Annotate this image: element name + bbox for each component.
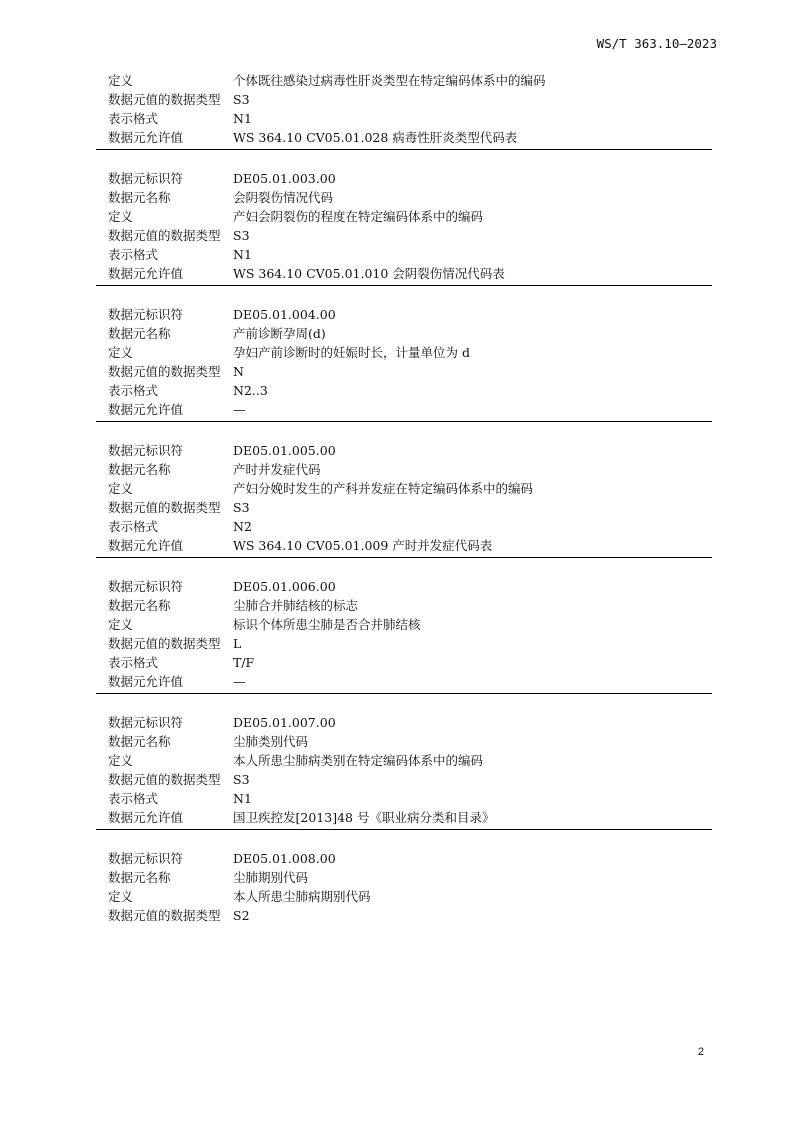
datatype-label: 数据元值的数据类型: [108, 363, 221, 379]
allowed-label: 数据元允许值: [108, 266, 184, 281]
format-label: 表示格式: [108, 655, 159, 670]
identifier-label: 数据元标识符: [108, 443, 184, 458]
data-element-block: [96, 305, 712, 422]
data-element-block: [96, 169, 712, 286]
name-row: [96, 460, 712, 479]
identifier-row: [96, 441, 712, 460]
format-value: N2..3: [233, 383, 268, 398]
name-value: 产时并发症代码: [233, 462, 321, 477]
datatype-label: 数据元值的数据类型: [108, 91, 221, 107]
datatype-value: S2: [233, 908, 250, 923]
definition-row: [96, 343, 712, 362]
name-label: 数据元名称: [108, 734, 171, 749]
data-element-block: [96, 71, 712, 150]
allowed-row: [96, 400, 712, 419]
name-value: 产前诊断孕周(d): [233, 326, 326, 341]
data-element-block: [96, 441, 712, 558]
format-value: T/F: [233, 655, 255, 670]
format-label: 表示格式: [108, 247, 159, 262]
format-label: 表示格式: [108, 383, 159, 398]
name-value: 会阴裂伤情况代码: [233, 190, 334, 205]
identifier-row: [96, 577, 712, 596]
datatype-row: [96, 906, 712, 925]
allowed-label: 数据元允许值: [108, 538, 184, 553]
definition-value: 本人所患尘肺病类别在特定编码体系中的编码: [233, 753, 484, 768]
standard-code: WS/T 363.10—2023: [596, 36, 717, 51]
name-row: [96, 596, 712, 615]
datatype-value: S3: [233, 772, 250, 787]
identifier-value: DE05.01.008.00: [233, 851, 336, 866]
identifier-label: 数据元标识符: [108, 579, 184, 594]
datatype-label: 数据元值的数据类型: [108, 907, 221, 923]
datatype-label: 数据元值的数据类型: [108, 635, 221, 651]
identifier-value: DE05.01.006.00: [233, 579, 336, 594]
identifier-row: [96, 713, 712, 732]
allowed-label: 数据元允许值: [108, 810, 184, 825]
name-row: [96, 732, 712, 751]
allowed-row: [96, 128, 712, 147]
name-value: 尘肺类别代码: [233, 734, 309, 749]
datatype-value: N: [233, 364, 244, 379]
identifier-value: DE05.01.005.00: [233, 443, 336, 458]
identifier-value: DE05.01.004.00: [233, 307, 336, 322]
format-label: 表示格式: [108, 791, 159, 806]
datatype-value: L: [233, 636, 242, 651]
datatype-row: [96, 226, 712, 245]
definition-row: [96, 71, 712, 90]
datatype-row: [96, 634, 712, 653]
data-element-list: [96, 71, 712, 925]
format-row: [96, 109, 712, 128]
format-value: N1: [233, 247, 252, 262]
format-row: [96, 381, 712, 400]
data-element-block: [96, 713, 712, 830]
datatype-value: S3: [233, 228, 250, 243]
definition-value: 孕妇产前诊断时的妊娠时长，计量单位为 d: [233, 345, 470, 360]
format-row: [96, 789, 712, 808]
datatype-value: S3: [233, 500, 250, 515]
datatype-value: S3: [233, 92, 250, 107]
definition-label: 定义: [108, 889, 134, 904]
definition-label: 定义: [108, 209, 134, 224]
allowed-value: WS 364.10 CV05.01.028 病毒性肝炎类型代码表: [233, 130, 518, 145]
name-value: 尘肺合并肺结核的标志: [233, 598, 359, 613]
identifier-label: 数据元标识符: [108, 307, 184, 322]
allowed-value: WS 364.10 CV05.01.009 产时并发症代码表: [233, 538, 493, 553]
allowed-label: 数据元允许值: [108, 130, 184, 145]
allowed-label: 数据元允许值: [108, 674, 184, 689]
allowed-row: [96, 536, 712, 555]
name-label: 数据元名称: [108, 598, 171, 613]
definition-value: 本人所患尘肺病期别代码: [233, 889, 371, 904]
allowed-value: —: [233, 402, 246, 417]
datatype-label: 数据元值的数据类型: [108, 499, 221, 515]
name-label: 数据元名称: [108, 462, 171, 477]
identifier-row: [96, 849, 712, 868]
allowed-row: [96, 672, 712, 691]
data-element-block: [96, 577, 712, 694]
format-row: [96, 245, 712, 264]
identifier-value: DE05.01.007.00: [233, 715, 336, 730]
allowed-value: —: [233, 674, 246, 689]
identifier-label: 数据元标识符: [108, 171, 184, 186]
definition-row: [96, 887, 712, 906]
name-value: 尘肺期别代码: [233, 870, 309, 885]
datatype-row: [96, 498, 712, 517]
datatype-label: 数据元值的数据类型: [108, 227, 221, 243]
definition-value: 个体既往感染过病毒性肝炎类型在特定编码体系中的编码: [233, 73, 546, 88]
allowed-row: [96, 264, 712, 283]
definition-label: 定义: [108, 481, 134, 496]
page-number: 2: [697, 1046, 704, 1058]
format-label: 表示格式: [108, 519, 159, 534]
datatype-row: [96, 90, 712, 109]
definition-value: 产妇会阴裂伤的程度在特定编码体系中的编码: [233, 209, 484, 224]
datatype-row: [96, 362, 712, 381]
definition-row: [96, 751, 712, 770]
name-label: 数据元名称: [108, 870, 171, 885]
definition-row: [96, 615, 712, 634]
name-row: [96, 188, 712, 207]
datatype-label: 数据元值的数据类型: [108, 771, 221, 787]
definition-label: 定义: [108, 345, 134, 360]
definition-label: 定义: [108, 753, 134, 768]
format-row: [96, 653, 712, 672]
identifier-row: [96, 305, 712, 324]
identifier-label: 数据元标识符: [108, 851, 184, 866]
format-value: N1: [233, 111, 252, 126]
allowed-value: WS 364.10 CV05.01.010 会阴裂伤情况代码表: [233, 266, 505, 281]
format-row: [96, 517, 712, 536]
definition-row: [96, 479, 712, 498]
allowed-label: 数据元允许值: [108, 402, 184, 417]
name-row: [96, 324, 712, 343]
definition-value: 标识个体所患尘肺是否合并肺结核: [233, 617, 421, 632]
datatype-row: [96, 770, 712, 789]
format-value: N2: [233, 519, 252, 534]
definition-value: 产妇分娩时发生的产科并发症在特定编码体系中的编码: [233, 481, 534, 496]
identifier-value: DE05.01.003.00: [233, 171, 336, 186]
identifier-row: [96, 169, 712, 188]
format-value: N1: [233, 791, 252, 806]
name-label: 数据元名称: [108, 190, 171, 205]
data-element-block: [96, 849, 712, 925]
format-label: 表示格式: [108, 111, 159, 126]
allowed-value: 国卫疾控发[2013]48 号《职业病分类和目录》: [233, 810, 495, 825]
definition-row: [96, 207, 712, 226]
definition-label: 定义: [108, 73, 134, 88]
name-label: 数据元名称: [108, 326, 171, 341]
identifier-label: 数据元标识符: [108, 715, 184, 730]
allowed-row: [96, 808, 712, 827]
name-row: [96, 868, 712, 887]
definition-label: 定义: [108, 617, 134, 632]
